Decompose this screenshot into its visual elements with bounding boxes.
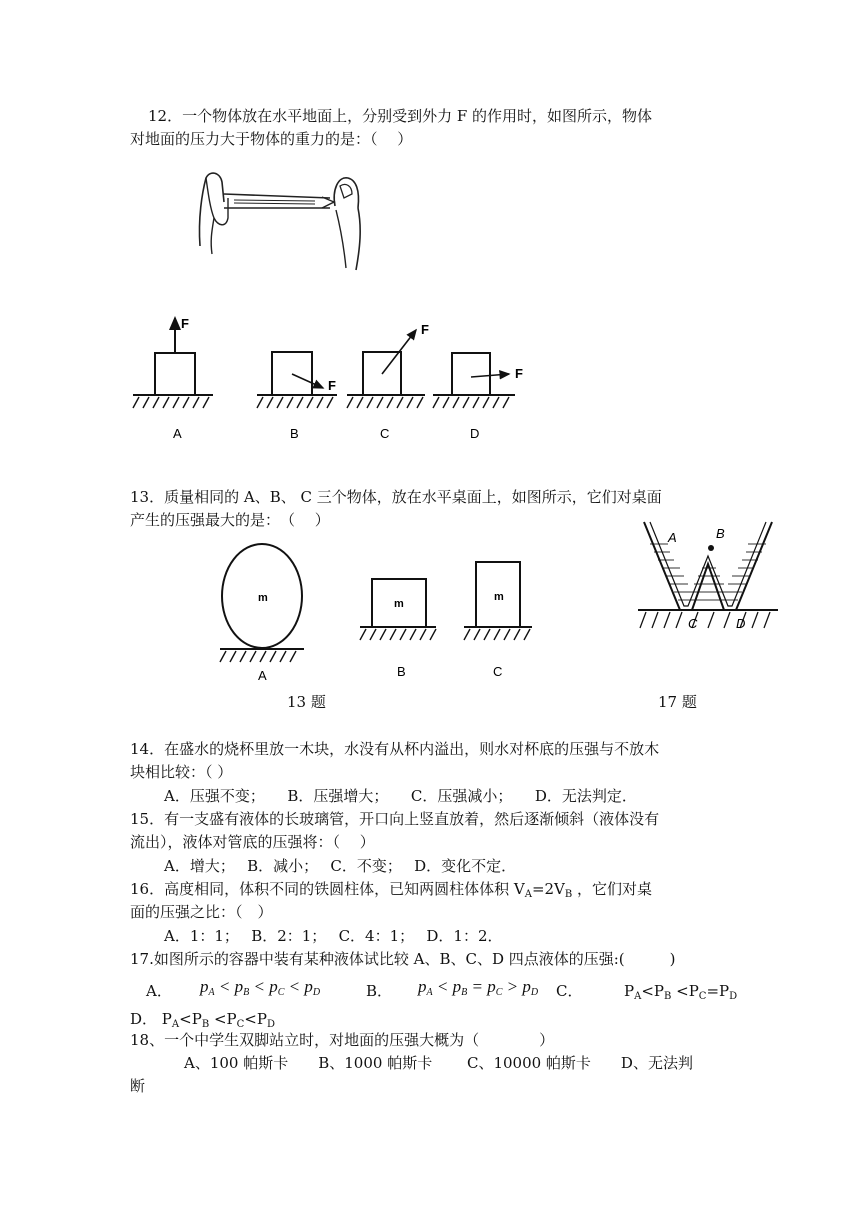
q13-mass-figures (212, 538, 542, 688)
q13-label-a: A (258, 668, 267, 683)
q15-options: A．增大； B．减小； C．不变； D．变化不定． (164, 857, 517, 875)
q17-label-a: A (668, 530, 677, 545)
q12-label-c: C (380, 426, 390, 441)
q17-line1: 17.如图所示的容器中装有某种液体试比较 A、B、C、D 四点液体的压强:( ) (130, 950, 676, 968)
q12-force-figures (125, 310, 525, 450)
q12-line1: 12．一个物体放在水平地面上，分别受到外力 F 的作用时，如图所示，物体 (148, 107, 653, 125)
q17-label-c: C (688, 616, 698, 631)
q17-option-a-label: A． (146, 982, 172, 1000)
q12-figure-a (133, 316, 213, 441)
q13-mass-label-b: m (394, 598, 404, 610)
q13-line1: 13．质量相同的 A、B、 C 三个物体，放在水平桌面上，如图所示，它们对桌面 (130, 488, 662, 506)
q17-option-b-label: B． (366, 982, 393, 1000)
q13-mass-label-c: m (494, 591, 504, 603)
q17-option-c-label: C． (556, 982, 583, 1000)
q13-mass-label-a: m (258, 592, 268, 604)
pencil-fingers-figure (190, 168, 370, 278)
q18-options: A、100 帕斯卡 B、1000 帕斯卡 C、10000 帕斯卡 D、无法判 (184, 1054, 693, 1072)
q13-label-c: C (493, 664, 503, 679)
q18-line1: 18、一个中学生双脚站立时，对地面的压强大概为（ ） (130, 1031, 555, 1049)
q13-figure-c (464, 562, 532, 679)
q15-line1: 15．有一支盛有液体的长玻璃管，开口向上竖直放着，然后逐渐倾斜（液体没有 (130, 810, 660, 828)
q12-force-label-b: F (328, 378, 336, 393)
q16-options: A．1：1； B．2：1； C．4：1； D．1：2． (164, 927, 503, 945)
q13-figure-a (220, 544, 304, 683)
q14-line2: 块相比较：（ ） (130, 763, 233, 781)
q17-option-b-expr: $p_A < p_B = p_C > p_D$ (418, 977, 539, 998)
q17-container-figure (638, 518, 783, 638)
q18-line3: 断 (130, 1077, 146, 1095)
q17-label-b: B (716, 526, 725, 541)
q12-line2: 对地面的压力大于物体的重力的是：（ ） (130, 130, 413, 148)
q12-label-a: A (173, 426, 182, 441)
q14-options: A．压强不变； B．压强增大； C．压强减小； D．无法判定． (164, 787, 637, 805)
q15-line2: 流出），液体对管底的压强将：（ ） (130, 833, 375, 851)
q16-line1: 16．高度相同，体积不同的铁圆柱体，已知两圆柱体体积 $V_A=2V_B$ ，它们对桌 (130, 880, 653, 900)
q17-label-d: D (736, 616, 746, 631)
q17-option-a-expr: $p_A < p_B < p_C < p_D$ (200, 977, 321, 998)
q17-caption: 17 题 (658, 693, 697, 711)
q17-option-d: D． $P_A<P_B <P_C<P_D$ (130, 1010, 275, 1030)
q12-figure-c (347, 322, 429, 441)
q12-label-b: B (290, 426, 299, 441)
q13-caption: 13 题 (287, 693, 326, 711)
q12-label-d: D (470, 426, 480, 441)
q12-figure-d (433, 353, 523, 441)
q13-line2: 产生的压强最大的是： （ ） (130, 511, 330, 529)
q12-force-label-d: F (515, 366, 523, 381)
q12-force-label-a: F (181, 316, 189, 331)
q17-option-c-expr: $P_A<P_B <P_C=P_D$ (624, 982, 738, 1002)
q12-figure-b (257, 352, 337, 441)
q14-line1: 14．在盛水的烧杯里放一木块，水没有从杯内溢出，则水对杯底的压强与不放木 (130, 740, 660, 758)
q13-figure-b (360, 579, 436, 679)
q13-label-b: B (397, 664, 406, 679)
q16-line2: 面的压强之比：（ ） (130, 903, 273, 921)
q12-force-label-c: F (421, 322, 429, 337)
